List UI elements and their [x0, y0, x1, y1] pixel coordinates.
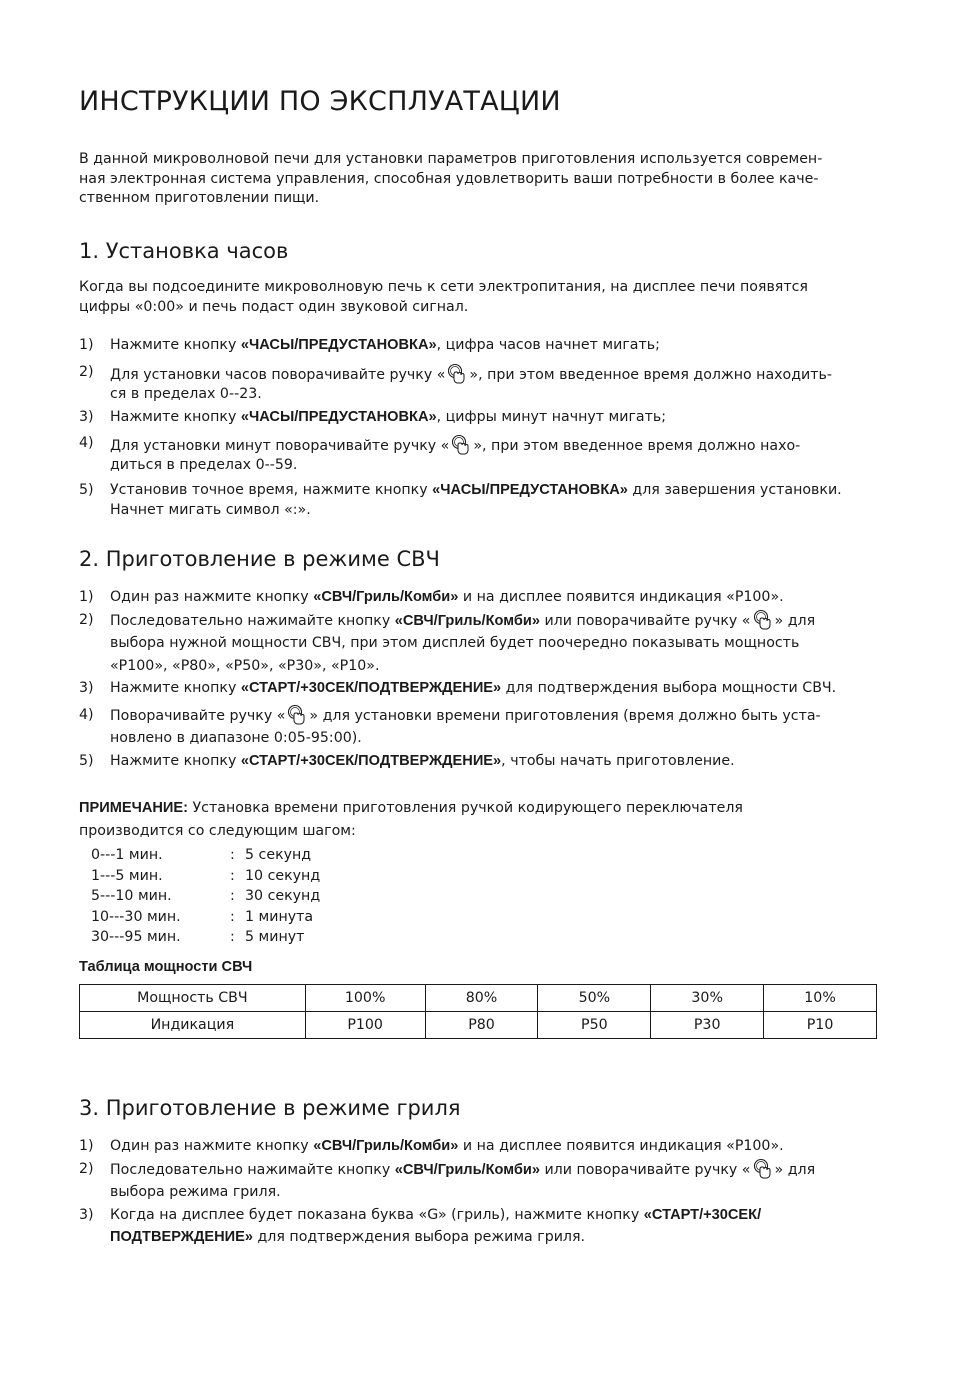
note-text: производится со следующим шагом: — [79, 823, 356, 839]
item-text: Нажмите кнопку — [110, 337, 241, 353]
table-cell: 10% — [764, 985, 877, 1012]
list-item — [79, 363, 879, 404]
list-item — [79, 434, 879, 475]
intro-line: В данной микроволновой печи для установки параметров приготовления используется современ- — [79, 151, 823, 167]
clock-preset-button-label: «ЧАСЫ/ПРЕДУСТАНОВКА» — [240, 408, 437, 425]
time-step-row — [91, 927, 320, 948]
item-number: 4) — [79, 435, 94, 451]
step-range: 10---30 мин. — [91, 908, 181, 925]
lead-line: Когда вы подсоедините микроволновую печь к сети электропитания, на дисплее печи появятся — [79, 279, 808, 295]
knob-hand-icon — [752, 609, 774, 631]
intro-paragraph — [79, 150, 879, 209]
step-sep: : — [230, 908, 235, 925]
item-text: ся в пределах 0--23. — [110, 385, 262, 402]
item-text: и на дисплее появится индикация «P100». — [458, 1138, 784, 1154]
start-confirm-button-label: ПОДТВЕРЖДЕНИЕ» — [110, 1229, 253, 1245]
list-item — [79, 704, 879, 750]
item-text: для завершения установки. — [627, 482, 842, 498]
step-range: 30---95 мин. — [91, 929, 181, 945]
step-sep: : — [230, 847, 235, 863]
item-text: диться в пределах 0--59. — [110, 457, 298, 473]
item-text: новлено в диапазоне 0:05-95:00). — [110, 730, 362, 746]
table-row — [80, 1012, 877, 1039]
power-table-title: Таблица мощности СВЧ — [79, 959, 253, 975]
item-number: 2) — [79, 363, 94, 380]
item-text: , цифра часов начнет мигать; — [436, 337, 660, 353]
item-text: » для — [774, 1161, 816, 1178]
page-title: ИНСТРУКЦИИ ПО ЭКСПЛУАТАЦИИ — [79, 86, 561, 117]
time-step-row — [91, 866, 320, 887]
item-text: Нажмите кнопку — [110, 680, 241, 696]
item-text: » для установки времени приготовления (время должно быть уста- — [309, 707, 821, 724]
item-text: выбора режима гриля. — [110, 1184, 281, 1200]
step-value: 1 минута — [245, 908, 314, 925]
list-item — [79, 750, 879, 773]
list-item — [79, 677, 879, 700]
item-number: 1) — [79, 1138, 94, 1154]
mw-grill-combi-button-label: «СВЧ/Гриль/Комби» — [313, 1138, 459, 1154]
table-cell: P50 — [538, 1012, 651, 1039]
list-item — [79, 1135, 879, 1158]
note — [79, 797, 879, 843]
step-range: 0---1 мин. — [91, 847, 163, 863]
section1-lead — [79, 278, 879, 317]
step-sep: : — [230, 867, 235, 884]
note-label: ПРИМЕЧАНИЕ: — [79, 800, 189, 816]
item-number: 4) — [79, 706, 94, 723]
step-value: 30 секунд — [245, 888, 321, 904]
item-text: выбора нужной мощности СВЧ, при этом дисплей будет поочередно показывать мощность — [110, 635, 800, 651]
list-item — [79, 334, 879, 357]
list-item — [79, 609, 879, 678]
table-cell: 50% — [538, 985, 651, 1012]
item-text: Для установки минут поворачивайте ручку « — [110, 438, 450, 454]
time-step-row — [91, 886, 320, 907]
table-cell: 80% — [425, 985, 538, 1012]
step-value: 5 секунд — [245, 847, 312, 863]
table-cell: P30 — [651, 1012, 764, 1039]
item-number: 2) — [79, 611, 94, 628]
item-text: », при этом введенное время должно находить- — [469, 366, 833, 383]
lead-line: цифры «0:00» и печь подаст один звуковой сигнал. — [79, 298, 469, 315]
item-text: Начнет мигать символ «:». — [110, 502, 311, 518]
list-item — [79, 406, 879, 429]
item-text: Последовательно нажимайте кнопку — [110, 612, 395, 629]
table-cell: P100 — [305, 1012, 425, 1039]
item-number: 5) — [79, 752, 94, 769]
item-text: Установив точное время, нажмите кнопку — [110, 482, 433, 498]
list-item — [79, 1158, 879, 1204]
item-text: Нажмите кнопку — [110, 408, 241, 425]
list-item — [79, 480, 879, 520]
step-sep: : — [230, 888, 235, 904]
knob-hand-icon — [450, 434, 472, 456]
item-text: или поворачивайте ручку « — [539, 1161, 751, 1178]
item-number: 3) — [79, 680, 94, 696]
item-number: 1) — [79, 589, 94, 605]
mw-grill-combi-button-label: «СВЧ/Гриль/Комби» — [394, 1161, 540, 1178]
table-cell: 30% — [651, 985, 764, 1012]
knob-hand-icon — [286, 704, 308, 726]
table-cell: 100% — [305, 985, 425, 1012]
clock-preset-button-label: «ЧАСЫ/ПРЕДУСТАНОВКА» — [432, 482, 628, 498]
item-number: 3) — [79, 408, 94, 425]
start-confirm-button-label: «СТАРТ/+30СЕК/ПОДТВЕРЖДЕНИЕ» — [240, 752, 502, 769]
section1-list — [79, 334, 879, 520]
table-cell: P10 — [764, 1012, 877, 1039]
item-text: для подтверждения выбора мощности СВЧ. — [501, 680, 837, 696]
item-number: 3) — [79, 1206, 94, 1223]
knob-hand-icon — [446, 363, 468, 385]
item-text: , цифры минут начнут мигать; — [436, 408, 666, 425]
table-row — [80, 985, 877, 1012]
time-step-list — [91, 845, 320, 948]
item-text: Нажмите кнопку — [110, 752, 241, 769]
item-text: Для установки часов поворачивайте ручку « — [110, 366, 446, 383]
item-number: 1) — [79, 337, 94, 353]
intro-line: ная электронная система управления, способная удовлетворить ваши потребности в более каче- — [79, 170, 819, 187]
start-confirm-button-label: «СТАРТ/+30СЕК/ — [643, 1206, 762, 1223]
section2-list — [79, 586, 879, 772]
time-step-row — [91, 907, 320, 928]
start-confirm-button-label: «СТАРТ/+30СЕК/ПОДТВЕРЖДЕНИЕ» — [240, 680, 502, 696]
step-range: 1---5 мин. — [91, 867, 163, 884]
table-cell: Мощность СВЧ — [80, 985, 306, 1012]
item-text: или поворачивайте ручку « — [539, 612, 751, 629]
item-text: Один раз нажмите кнопку — [110, 1138, 314, 1154]
step-sep: : — [230, 929, 235, 945]
list-item — [79, 586, 879, 609]
item-text: «P100», «P80», «P50», «P30», «P10». — [110, 657, 380, 674]
mw-grill-combi-button-label: «СВЧ/Гриль/Комби» — [394, 612, 540, 629]
section1-heading: 1. Установка часов — [79, 239, 289, 263]
step-value: 10 секунд — [245, 867, 321, 884]
item-text: Последовательно нажимайте кнопку — [110, 1161, 395, 1178]
item-text: Поворачивайте ручку « — [110, 707, 286, 724]
power-table — [79, 984, 877, 1039]
item-text: для подтверждения выбора режима гриля. — [252, 1229, 586, 1245]
item-text: , чтобы начать приготовление. — [501, 752, 735, 769]
item-text: и на дисплее появится индикация «P100». — [458, 589, 784, 605]
item-number: 2) — [79, 1160, 94, 1177]
item-text: Один раз нажмите кнопку — [110, 589, 314, 605]
section3-list — [79, 1135, 879, 1249]
list-item — [79, 1204, 879, 1249]
section3-heading: 3. Приготовление в режиме гриля — [79, 1096, 461, 1120]
step-value: 5 минут — [245, 929, 305, 945]
knob-hand-icon — [752, 1158, 774, 1180]
item-text: », при этом введенное время должно нахо- — [473, 438, 801, 454]
table-cell: Индикация — [80, 1012, 306, 1039]
step-range: 5---10 мин. — [91, 888, 172, 904]
item-text: » для — [774, 612, 816, 629]
table-cell: P80 — [425, 1012, 538, 1039]
clock-preset-button-label: «ЧАСЫ/ПРЕДУСТАНОВКА» — [240, 337, 437, 353]
item-text: Когда на дисплее будет показана буква «G» (гриль), нажмите кнопку — [110, 1206, 644, 1223]
section2-heading: 2. Приготовление в режиме СВЧ — [79, 547, 440, 571]
item-number: 5) — [79, 482, 94, 498]
mw-grill-combi-button-label: «СВЧ/Гриль/Комби» — [313, 589, 459, 605]
note-text: Установка времени приготовления ручкой кодирующего переключателя — [188, 800, 743, 816]
time-step-row — [91, 845, 320, 866]
intro-line: ственном приготовлении пищи. — [79, 190, 320, 206]
